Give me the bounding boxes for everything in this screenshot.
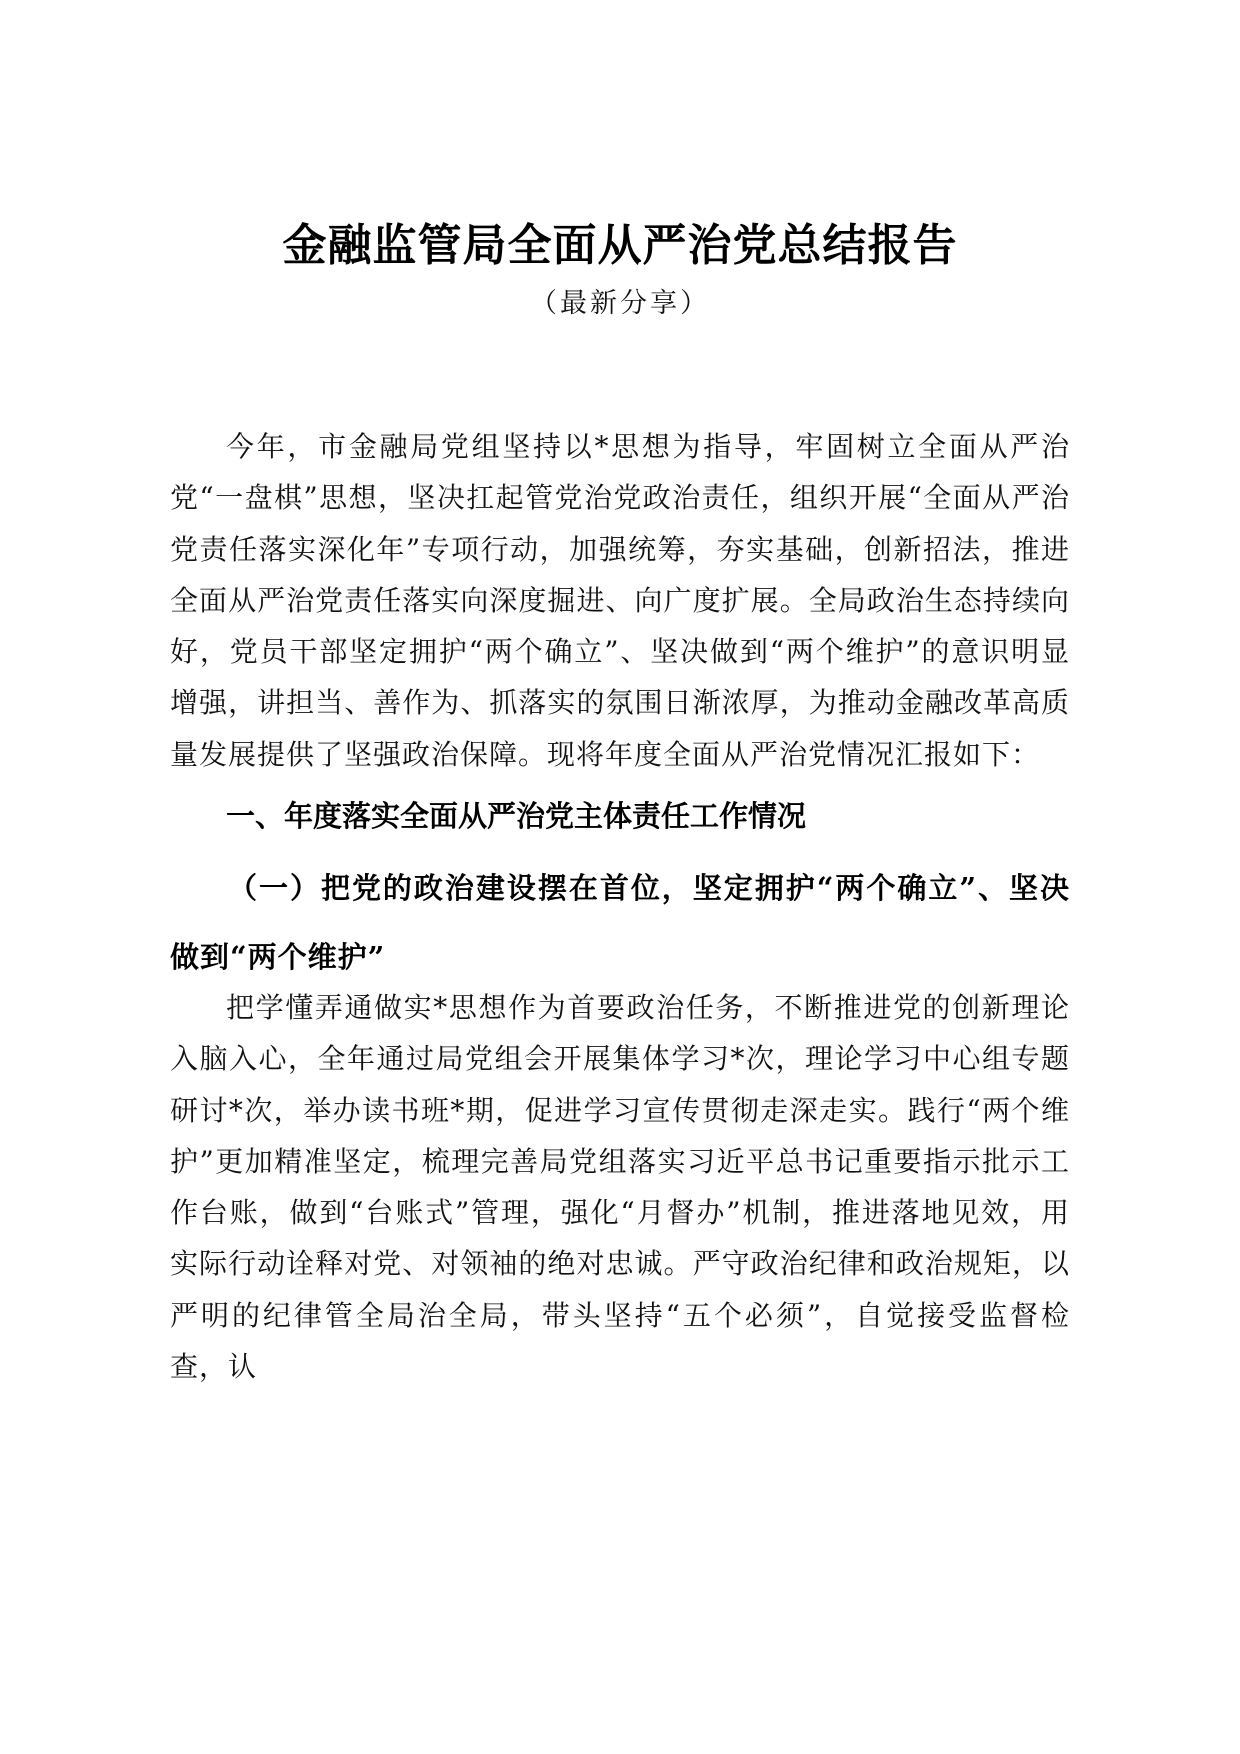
subsection-heading: （一）把党的政治建设摆在首位，坚定拥护“两个确立”、坚决做到“两个维护” — [170, 871, 1070, 974]
intro-paragraph: 今年，市金融局党组坚持以*思想为指导，牢固树立全面从严治党“一盘棋”思想，坚决扛起管党治党政治责任，组织开展“全面从严治党责任落实深化年”专项行动，加强统筹，夯实基础，创新招法，推进全面从严治党责任落实向深度掘进、向广度扩展。全局政治生态持续向好，党员干部坚定拥护“两个确立”、坚决做到“两个维护”的意识明显增强，讲担当、善作为、抓落实的氛围日渐浓厚，为推动金融改革高质量发展提供了坚强政治保障。现将年度全面从严治党情况汇报如下： — [170, 430, 1070, 771]
body-paragraph: 把学懂弄通做实*思想作为首要政治任务，不断推进党的创新理论入脑入心，全年通过局党组会开展集体学习*次，理论学习中心组专题研讨*次，举办读书班*期，促进学习宣传贯彻走深走实。践行“两个维护”更加精准坚定，梳理完善局党组落实习近平总书记重要指示批示工作台账，做到“台账式”管理，强化“月督办”机制，推进落地见效，用实际行动诠释对党、对领袖的绝对忠诚。严守政治纪律和政治规矩，以严明的纪律管全局治全局，带头坚持“五个必须”，自觉接受监督检查，认 — [170, 991, 1070, 1384]
document-subtitle: （最新分享） — [530, 288, 710, 319]
section-heading: 一、年度落实全面从严治党主体责任工作情况 — [226, 799, 807, 833]
document-title: 金融监管局全面从严治党总结报告 — [282, 220, 958, 271]
